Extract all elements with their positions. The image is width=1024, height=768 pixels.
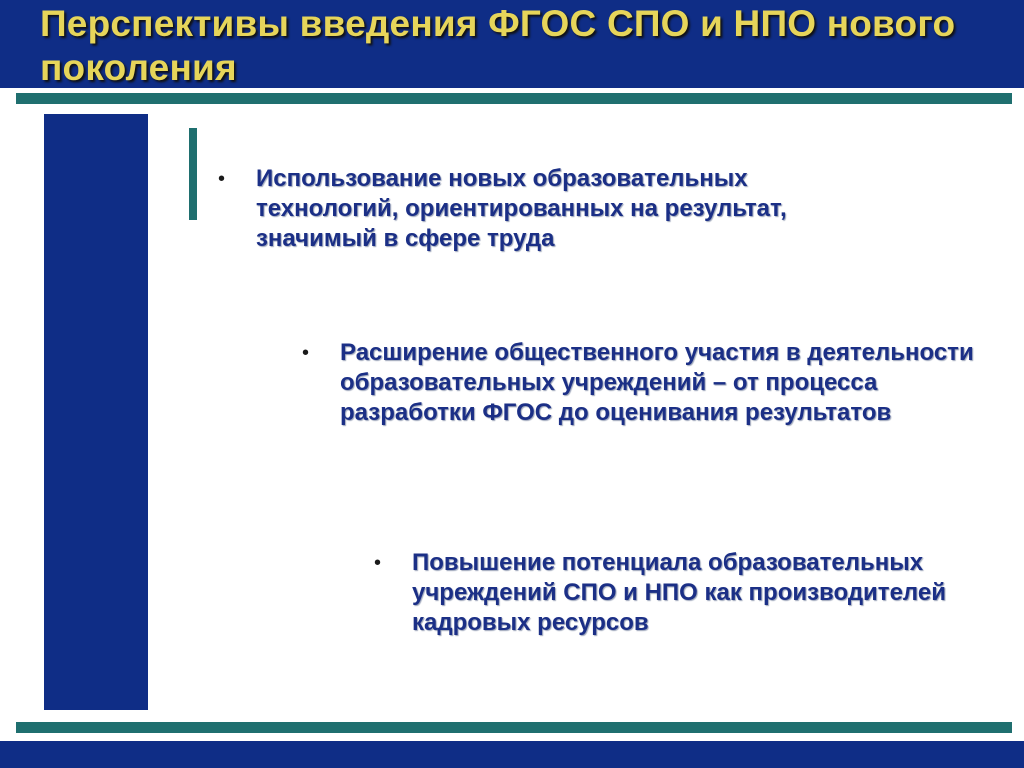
bullet-text: Использование новых образовательных технологий, ориентированных на результат, значимый в сфере труда	[256, 165, 787, 252]
accent-bar	[189, 128, 197, 220]
bullet-item	[302, 338, 1000, 428]
bullet-item	[374, 548, 972, 638]
side-panel	[44, 114, 148, 710]
bullet-text: Расширение общественного участия в деятельности образовательных учреждений – от процесса разработки ФГОС до оценивания результатов	[340, 339, 974, 426]
bottom-bar	[0, 741, 1024, 768]
top-divider	[16, 93, 1012, 104]
slide-title: Перспективы введения ФГОС СПО и НПО нового поколения	[40, 3, 956, 88]
bullet-item	[218, 164, 856, 254]
bullet-marker: •	[374, 552, 382, 574]
bottom-divider	[16, 722, 1012, 733]
bullet-marker: •	[218, 168, 226, 190]
bullet-marker: •	[302, 342, 310, 364]
bullet-text: Повышение потенциала образовательных учреждений СПО и НПО как производителей кадровых ресурсов	[412, 549, 946, 636]
title-bar	[0, 0, 1024, 88]
